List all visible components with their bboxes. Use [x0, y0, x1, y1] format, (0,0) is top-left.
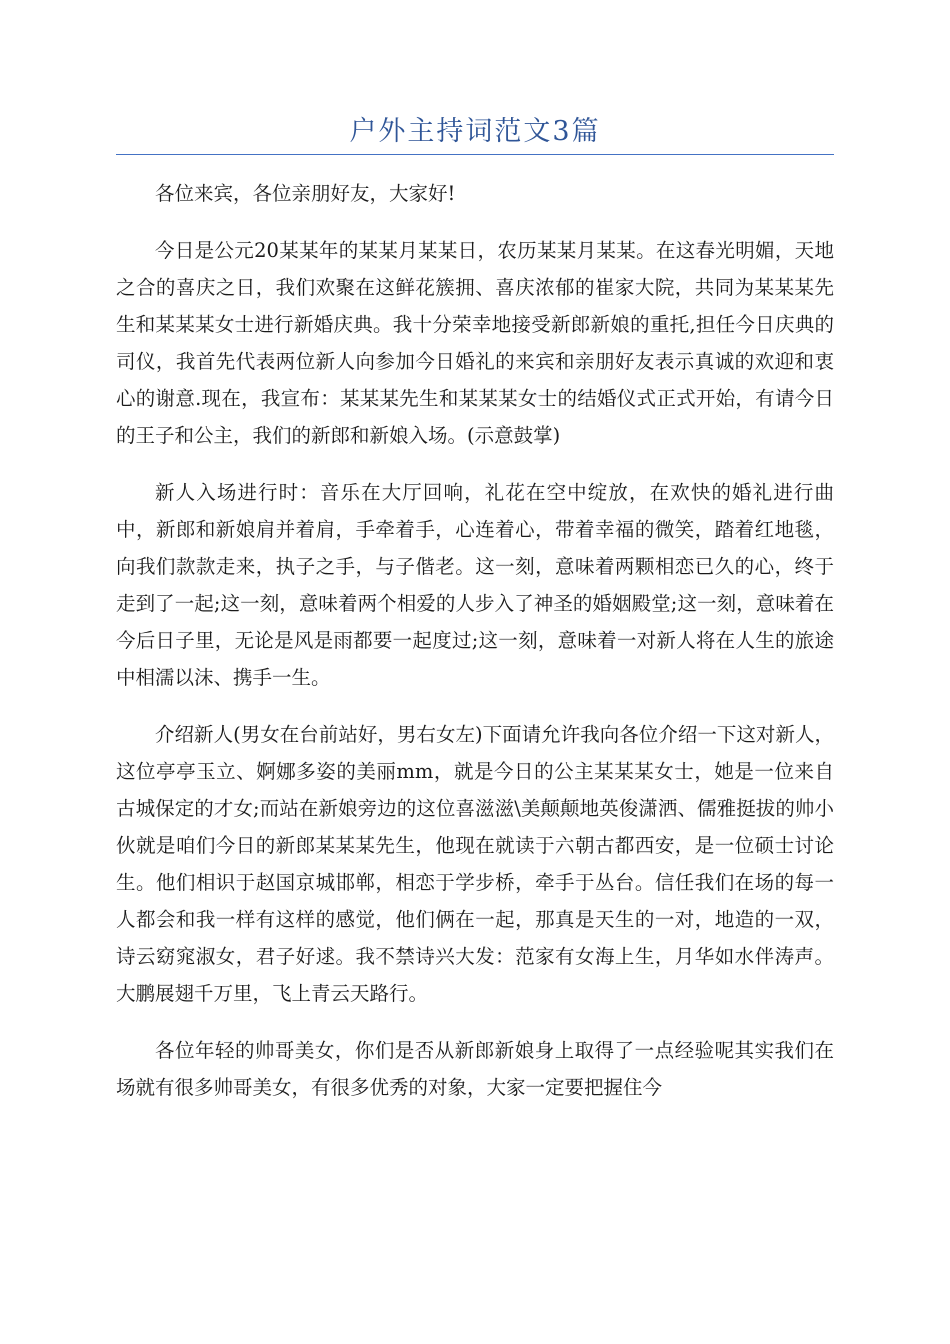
paragraph-greeting: 各位来宾，各位亲朋好友，大家好! [155, 182, 456, 205]
paragraph-entrance: 新人入场进行时：音乐在大厅回响，礼花在空中绽放，在欢快的婚礼进行曲中，新郎和新娘肩并着肩，手牵着手，心连着心，带着幸福的微笑，踏着红地毯，向我们款款走来，执子之手，与子偕老。这一刻，意味着两颗相恋已久的心，终于走到了一起;这一刻，意味着两个相爱的人步入了神圣的婚姻殿堂;这一刻，意味着在今后日子里，无论是风是雨都要一起度过;这一刻，意味着一对新人将在人生的旅途中相濡以沫、携手一生。 [116, 481, 834, 689]
paragraph-opening: 今日是公元20某某年的某某月某某日，农历某某月某某。在这春光明媚，天地之合的喜庆之日，我们欢聚在这鲜花簇拥、喜庆浓郁的崔家大院，共同为某某某先生和某某某女士进行新婚庆典。我十分荣幸地接受新郎新娘的重托,担任今日庆典的司仪，我首先代表两位新人向参加今日婚礼的来宾和亲朋好友表示真诚的欢迎和衷心的谢意.现在，我宣布：某某某先生和某某某女士的结婚仪式正式开始，有请今日的王子和公主，我们的新郎和新娘入场。(示意鼓掌) [116, 239, 834, 447]
paragraph-introduction: 介绍新人(男女在台前站好，男右女左)下面请允许我向各位介绍一下这对新人，这位亭亭玉立、婀娜多姿的美丽mm，就是今日的公主某某某女士，她是一位来自古城保定的才女;而站在新娘旁边的这位喜滋滋\美颠颠地英俊潇洒、儒雅挺拔的帅小伙就是咱们今日的新郎某某某先生，他现在就读于六朝古都西安，是一位硕士讨论生。他们相识于赵国京城邯郸，相恋于学步桥，牵手于丛台。信任我们在场的每一人都会和我一样有这样的感觉，他们俩在一起，那真是天生的一对，地造的一双，诗云窈窕淑女，君子好逑。我不禁诗兴大发：范家有女海上生，月华如水伴涛声。大鹏展翅千万里，飞上青云天路行。 [116, 723, 834, 1005]
paragraph-audience: 各位年轻的帅哥美女，你们是否从新郎新娘身上取得了一点经验呢其实我们在场就有很多帅哥美女，有很多优秀的对象，大家一定要把握住今 [116, 1039, 834, 1099]
document-title: 户外主持词范文3篇 [349, 116, 601, 147]
document-body [116, 175, 834, 1126]
title-underline [116, 154, 834, 155]
